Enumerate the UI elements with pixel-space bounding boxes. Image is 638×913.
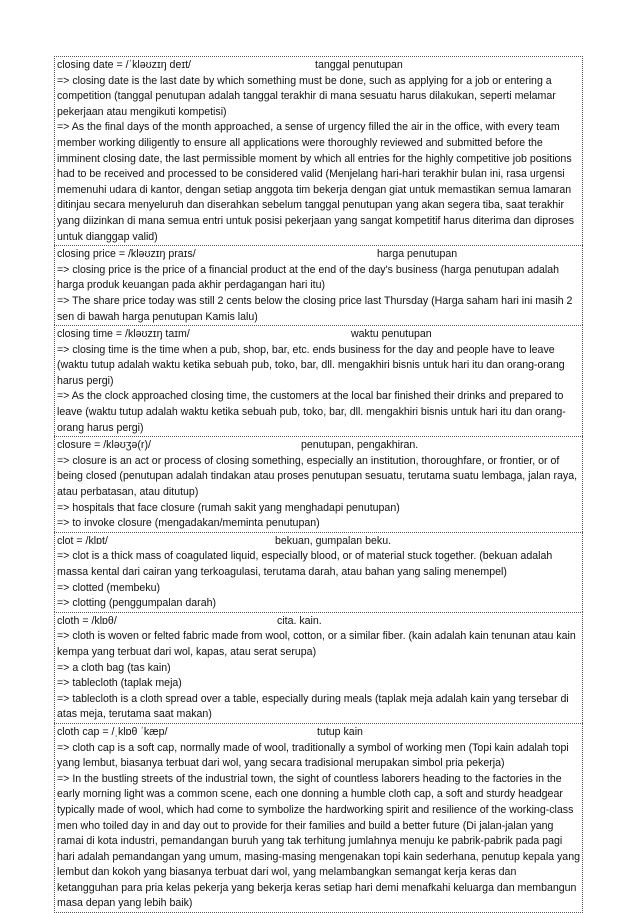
entry-example: => hospitals that face closure (rumah sakit yang menghadapi penutupan) bbox=[57, 501, 400, 514]
dictionary-entry bbox=[54, 612, 583, 723]
entry-example: => clotting (penggumpalan darah) bbox=[57, 597, 217, 610]
entry-term: closing date = /ˈkləʊzɪŋ deɪt/ bbox=[57, 59, 191, 71]
entry-translation: bekuan, gumpalan beku. bbox=[275, 534, 392, 547]
entry-definition: => closing price is the price of a financial product at the end of the day's business (harga penutupan adalah harga produk keuangan pada akhir perdagangan hari itu) bbox=[57, 263, 560, 292]
entry-header bbox=[57, 725, 580, 741]
dictionary-entry bbox=[54, 245, 583, 325]
entry-term: closure = /kləʊʒə(r)/ bbox=[57, 439, 151, 452]
entry-definition: => closing time is the time when a pub, shop, bar, etc. ends business for the day and people have to leave (waktu tutup adalah waktu ketika sebuah pub, toko, bar, dll. mengakhiri bisnis untuk hari itu dan orang-orang harus pergi) bbox=[57, 343, 565, 387]
entry-example: => As the final days of the month approached, a sense of urgency filled the air in the office, with every team member working diligently to ensure all applications were thoroughly reviewed and submitted before the imminent closing date, the last permissible moment by which all entries for the highly competitive job positions had to be received and processed to be considered valid (Menjelang hari-hari terakhir bulan ini, rasa urgensi memenuhi udara di kantor, dengan setiap anggota tim bekerja dengan giat untuk memastikan semua lamaran ditinjau secara menyeluruh dan diserahkan sebelum tanggal penutupan yang akan segera tiba, saat terakhir yang diizinkan di mana semua entri untuk posisi pekerjaan yang sangat kompetitif harus diterima dan diproses untuk dianggap valid) bbox=[57, 121, 575, 243]
entry-example: => clotted (membeku) bbox=[57, 581, 161, 594]
dictionary-entry bbox=[54, 723, 583, 913]
entry-example: => a cloth bag (tas kain) bbox=[57, 661, 171, 674]
entry-header bbox=[57, 58, 580, 74]
dictionary-entry bbox=[54, 532, 583, 612]
entry-translation: harga penutupan bbox=[377, 248, 458, 261]
entry-example: => The share price today was still 2 cents below the closing price last Thursday (Harga saham hari ini masih 2 sen di bawah harga penutupan Kamis lalu) bbox=[57, 294, 573, 323]
entry-definition: => cloth is woven or felted fabric made from wool, cotton, or a similar fiber. (kain adalah kain tenunan atau kain kempa yang terbuat dari wol, kapas, atau serat serupa) bbox=[57, 630, 576, 658]
entry-example: => In the bustling streets of the industrial town, the sight of countless laborers heading to the factories in the early morning light was a common scene, each one donning a humble cloth cap, a soft and sturdy headgear typically made of wool, which had come to symbolize the hardworking spirit and resilience of the working-class men who toiled day in and day out to provide for their families and build a better future (Di jalan-jalan yang ramai di kota industri, pemandangan buruh yang tak terhitung jumlahnya menuju ke pabrik-pabrik pada pagi hari adalah pemandangan yang umum, masing-masing mengenakan topi kain sederhana, penutup kepala yang lembut dan kokoh yang biasanya terbuat dari wol, yang melambangkan semangat kerja keras dan ketangguhan para pria kelas pekerja yang bekerja keras setiap hari demi menafkahi keluarga dan membangun masa depan yang lebih baik) bbox=[57, 772, 580, 910]
entry-term: cloth cap = /ˌklɒθ ˈkæp/ bbox=[57, 725, 168, 738]
entry-definition: => clot is a thick mass of coagulated liquid, especially blood, or of material stuck together. (bekuan adalah massa kental dari cairan yang terkoagulasi, terutama darah, atau bahan yang saling menempel) bbox=[57, 550, 553, 578]
entry-translation: tutup kain bbox=[317, 725, 363, 738]
entry-term: cloth = /klɒθ/ bbox=[57, 614, 117, 627]
entry-term: clot = /klɒt/ bbox=[57, 534, 108, 547]
entry-header bbox=[57, 327, 580, 343]
entry-translation: cita. kain. bbox=[277, 614, 322, 627]
entry-header bbox=[57, 614, 580, 630]
dictionary-entry bbox=[54, 325, 583, 436]
entry-term: closing time = /kləʊzɪŋ taɪm/ bbox=[57, 328, 190, 341]
dictionary-page bbox=[54, 56, 583, 913]
dictionary-entry bbox=[54, 436, 583, 532]
entry-definition: => tablecloth is a cloth spread over a table, especially during meals (taplak meja adalah kain yang tersebar di atas meja, terutama saat makan) bbox=[57, 692, 569, 721]
entry-translation: tanggal penutupan bbox=[315, 59, 403, 71]
entry-example: => tablecloth (taplak meja) bbox=[57, 677, 182, 690]
entry-header bbox=[57, 247, 580, 263]
entry-header bbox=[57, 438, 580, 454]
entry-header bbox=[57, 534, 580, 550]
entry-term: closing price = /kləʊzɪŋ praɪs/ bbox=[57, 248, 196, 261]
entry-definition: => closing date is the last date by which something must be done, such as applying for a job or entering a competition (tanggal penutupan adalah tanggal terakhir di mana sesuatu harus dilakukan, seperti melamar pekerjaan atau mengikuti kompetisi) bbox=[57, 74, 556, 118]
entry-translation: waktu penutupan bbox=[351, 328, 432, 341]
entry-example: => As the clock approached closing time, the customers at the local bar finished their drinks and prepared to leave (waktu tutup adalah waktu ketika sebuah pub, toko, bar, dll. mengakhiri bisnis untuk hari itu dan orang-orang harus pergi) bbox=[57, 390, 566, 434]
entry-example: => to invoke closure (mengadakan/meminta penutupan) bbox=[57, 517, 320, 530]
entry-translation: penutupan, pengakhiran. bbox=[301, 439, 419, 452]
dictionary-entry bbox=[54, 56, 583, 245]
entry-definition: => closure is an act or process of closing something, especially an institution, thoroughfare, or frontier, or of being closed (penutupan adalah tindakan atau proses penutupan sesuatu, terutama suatu lembaga, jalan raya, atau perbatasan, atau ditutup) bbox=[57, 454, 578, 499]
entry-definition: => cloth cap is a soft cap, normally made of wool, traditionally a symbol of working men (Topi kain adalah topi yang lembut, biasanya terbuat dari wol, yang secara tradisional merupakan simbol pria pekerja) bbox=[57, 741, 569, 770]
